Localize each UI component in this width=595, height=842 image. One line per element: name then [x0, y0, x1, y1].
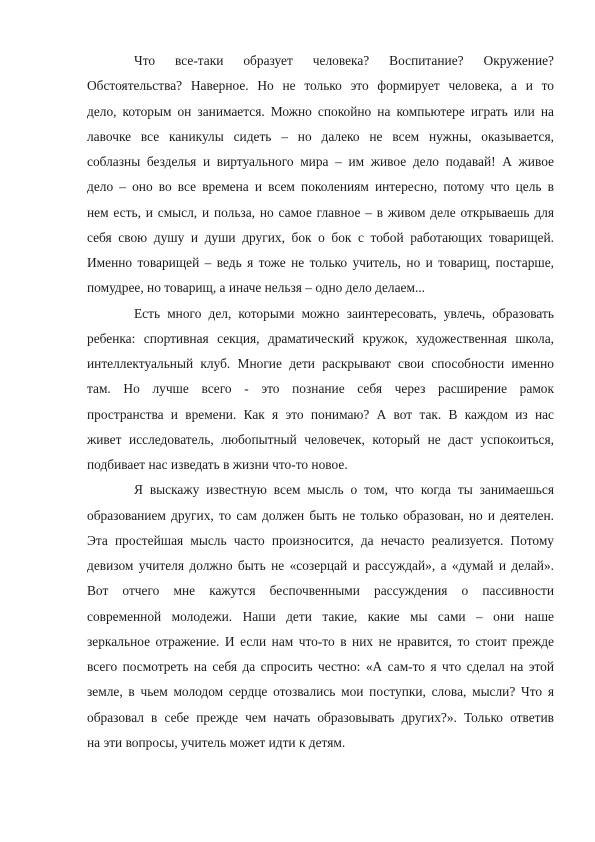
text-line: земле, в чьем молодом сердце отозвались мои поступки, слова, мысли? Что я	[87, 684, 554, 700]
text-line: интеллектуальный клуб. Многие дети раскрывают свои способности именно	[87, 356, 554, 371]
text-line: нем есть, и смысл, и польза, но самое главное – в живом деле открываешь для	[87, 204, 554, 220]
text-line: на эти вопросы, учитель может идти к детям.	[87, 734, 346, 750]
paragraph-1	[87, 48, 554, 301]
body-text	[87, 48, 554, 755]
text-line: современной молодежи. Наши дети такие, какие мы сами – они наше	[87, 608, 554, 624]
text-line: ребенка: спортивная секция, драматический кружок, художественная школа,	[87, 330, 554, 346]
text-line: лавочке все каникулы сидеть – но далеко не всем нужны, оказывается,	[87, 128, 554, 144]
text-line: там. Но лучше всего - это познание себя через расширение рамок	[87, 381, 554, 397]
text-line: образовал в себе прежде чем начать образовывать других?». Только ответив	[87, 709, 554, 725]
text-line: всего посмотреть на себя да спросить честно: «А сам-то я что сделал на этой	[87, 659, 554, 674]
text-line: Что все-таки образует человека? Воспитание? Окружение?	[134, 53, 554, 68]
text-line: девизом учителя должно быть не «созерцай и рассуждай», а «думай и делай».	[87, 558, 554, 573]
text-line: образованием других, то сам должен быть не только образован, но и деятелен.	[87, 507, 554, 523]
text-line: зеркальное отражение. И если нам что-то в них не нравится, то стоит прежде	[87, 633, 554, 649]
text-line: помудрее, но товарищ, а иначе нельзя – одно дело делаем...	[87, 280, 426, 296]
text-line: живет исследователь, любопытный человечек, который не даст успокоиться,	[87, 431, 554, 447]
text-line: пространства и времени. Как я это понимаю? А вот так. В каждом из нас	[87, 406, 554, 422]
text-line: дело – оно во все времена и всем поколениям интересно, потому что цель в	[87, 179, 554, 195]
paragraph-2	[87, 301, 554, 478]
text-line: Эта простейшая мысль часто произносится, да нечасто реализуется. Потому	[87, 532, 554, 548]
text-line: Есть много дел, которыми можно заинтересовать, увлечь, образовать	[134, 305, 554, 321]
text-line: подбивает нас изведать в жизни что-то новое.	[87, 457, 348, 472]
text-line: себя свою душу и души других, бок о бок с тобой работающих товарищей.	[87, 229, 554, 245]
text-line: Вот отчего мне кажутся беспочвенными рассуждения о пассивности	[87, 583, 554, 599]
text-line: Именно товарищей – ведь я тоже не только учитель, но и товарищ, постарше,	[87, 255, 554, 270]
text-line: Обстоятельства? Наверное. Но не только это формирует человека, а и то	[87, 78, 554, 94]
paragraph-3	[87, 477, 554, 755]
text-line: Я выскажу известную всем мысль о том, что когда ты занимаешься	[134, 482, 554, 498]
text-line: дело, которым он занимается. Можно спокойно на компьютере играть или на	[87, 103, 554, 119]
text-line: соблазны безделья и виртуального мира – им живое дело подавай! А живое	[87, 154, 554, 169]
